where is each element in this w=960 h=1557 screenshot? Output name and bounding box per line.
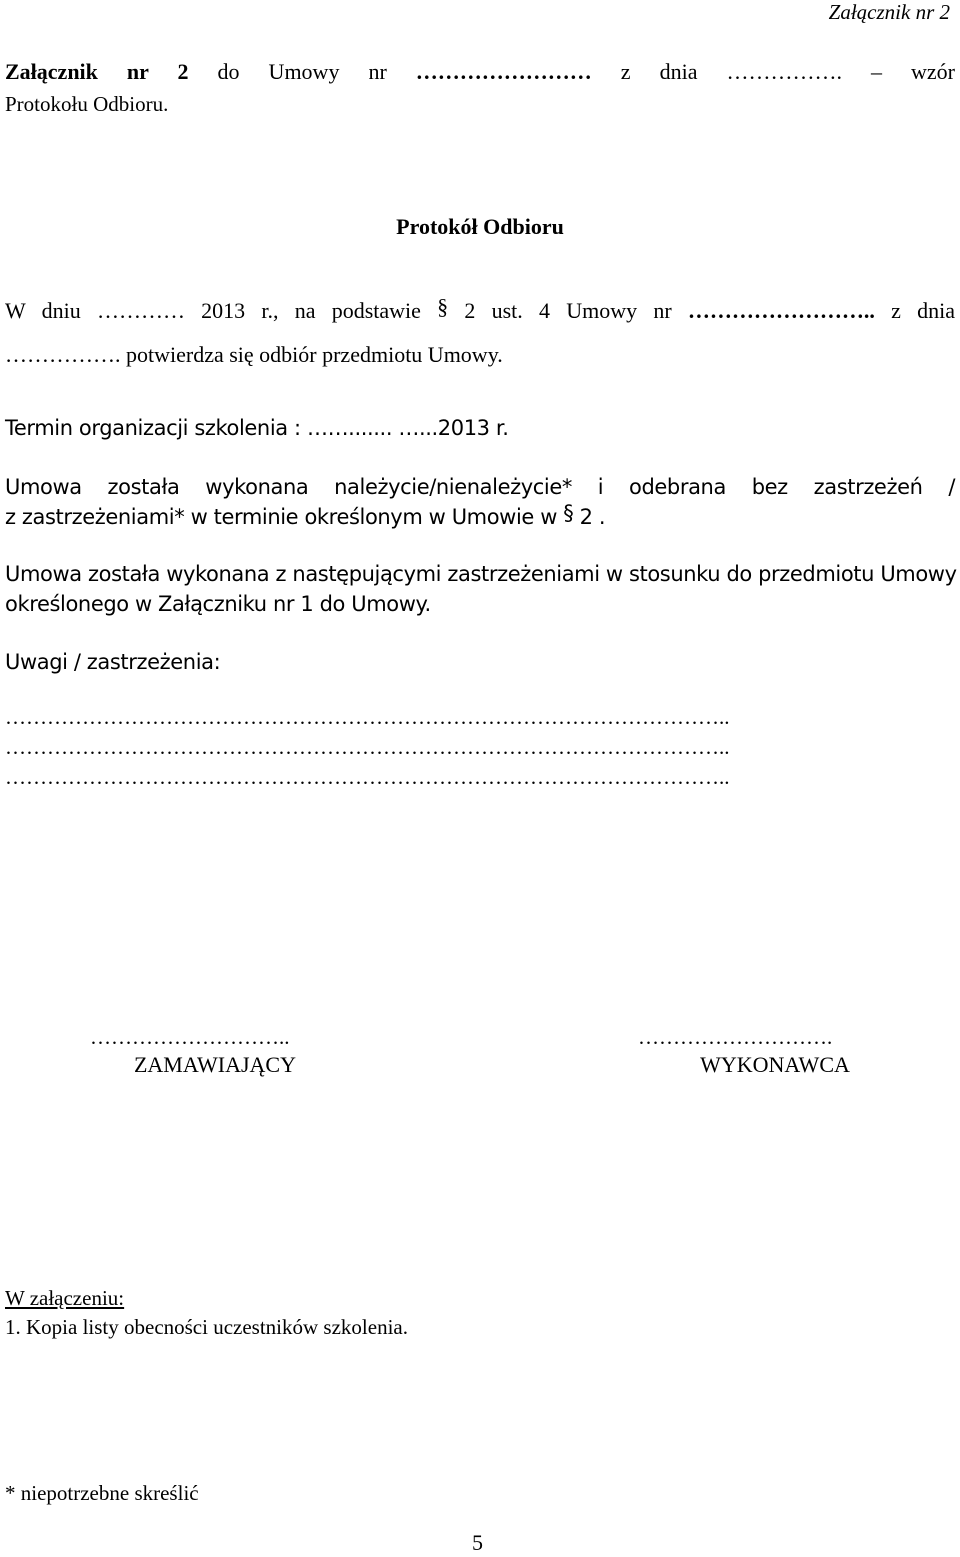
uwagi-line-2: ………………………………………………………………………………………….. xyxy=(5,735,730,759)
p1-line2-dots: ……………. xyxy=(5,342,121,367)
annex-tag: Załącznik nr 2 xyxy=(828,0,950,24)
p1-year: 2013 r., na podstawie xyxy=(184,298,438,323)
p2-line2: z zastrzeżeniami* w terminie określonym w Umowie w xyxy=(5,505,557,529)
signature-right-dots: ………………………. xyxy=(638,1025,833,1049)
signature-right-label: WYKONAWCA xyxy=(700,1052,850,1077)
intro-date-dots: ……………. xyxy=(726,59,842,84)
signature-left-dots: ……………………….. xyxy=(90,1025,290,1049)
intro-line-2: Protokołu Odbioru. xyxy=(5,92,169,116)
p1-line2-text: potwierdza się odbiór przedmiotu Umowy. xyxy=(120,342,503,367)
p1-dots-bold: …………………….. xyxy=(687,298,875,323)
paragraph-3-line-2: określonego w Załączniku nr 1 do Umowy. xyxy=(5,592,431,616)
footnote: * niepotrzebne skreślić xyxy=(5,1481,199,1505)
p1-part-c: z dnia xyxy=(874,298,956,323)
uwagi-line-3: ………………………………………………………………………………………….. xyxy=(5,765,730,789)
paragraph-2-line-1: Umowa została wykonana należycie/nienależycie* i odebrana bez zastrzeżeń / xyxy=(5,475,955,499)
intro-wzor: – wzór xyxy=(841,59,955,84)
p1-w-dniu: W dniu xyxy=(5,298,81,323)
paragraph-1-line-1 xyxy=(5,294,956,324)
attachment-item-1: 1. Kopia listy obecności uczestników szkolenia. xyxy=(5,1315,408,1339)
paragraph-2-line-2 xyxy=(5,501,606,529)
intro-do-umowy: do Umowy nr xyxy=(188,59,416,84)
paragraph-3-line-1: Umowa została wykonana z następującymi zastrzeżeniami w stosunku do przedmiotu Umowy xyxy=(5,562,957,586)
section-sign-icon: § xyxy=(437,294,449,319)
uwagi-line-1: ………………………………………………………………………………………….. xyxy=(5,705,730,729)
p1-part-b: 2 ust. 4 Umowy nr xyxy=(448,298,688,323)
signature-left-label: ZAMAWIAJĄCY xyxy=(133,1052,296,1077)
p2-line2-end: 2 . xyxy=(573,505,606,529)
page-title: Protokół Odbioru xyxy=(396,214,564,239)
intro-umowa-dots: …………………… xyxy=(415,59,592,84)
attachments-heading: W załączeniu: xyxy=(5,1286,125,1310)
termin-line: Termin organizacji szkolenia : ……....... …...2013 r. xyxy=(5,416,509,440)
section-sign-icon-2: § xyxy=(563,501,574,525)
intro-line xyxy=(5,59,955,85)
paragraph-1-line-2 xyxy=(5,342,503,368)
page-number: 5 xyxy=(472,1530,483,1555)
intro-z-dnia: z dnia xyxy=(591,59,727,84)
intro-bold-lead: Załącznik nr 2 xyxy=(5,59,189,84)
p1-dots-a: ………… xyxy=(96,298,185,323)
uwagi-label: Uwagi / zastrzeżenia: xyxy=(5,650,221,674)
